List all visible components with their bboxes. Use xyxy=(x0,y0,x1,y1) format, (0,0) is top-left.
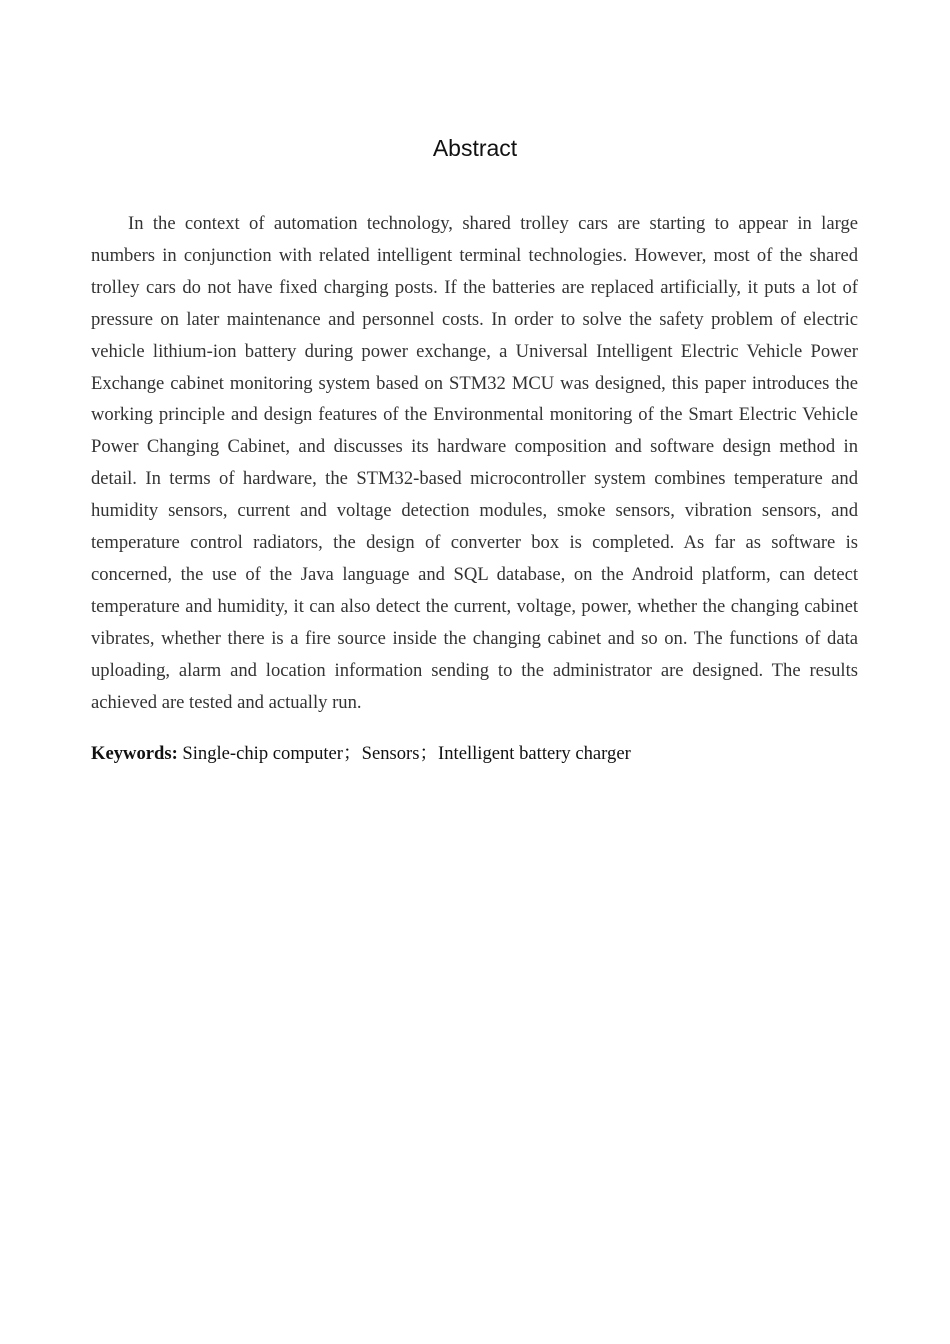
abstract-paragraph: In the context of automation technology, shared trolley cars are starting to appear in large numbers in conjunction with related intelligent terminal technologies. However, most of the shared trolley cars do not have fixed charging posts. If the batteries are replaced artificially, it puts a lot of pressure on later maintenance and personnel costs. In order to solve the safety problem of electric vehicle lithium-ion battery during power exchange, a Universal Intelligent Electric Vehicle Power Exchange cabinet monitoring system based on STM32 MCU was designed, this paper introduces the working principle and design features of the Environmental monitoring of the Smart Electric Vehicle Power Changing Cabinet, and discusses its hardware composition and software design method in detail. In terms of hardware, the STM32-based microcontroller system combines temperature and humidity sensors, current and voltage detection modules, smoke sensors, vibration sensors, and temperature control radiators, the design of converter box is completed. As far as software is concerned, the use of the Java language and SQL database, on the Android platform, can detect temperature and humidity, it can also detect the current, voltage, power, whether the changing cabinet vibrates, whether there is a fire source inside the changing cabinet and so on. The functions of data uploading, alarm and location information sending to the administrator are designed. The results achieved are tested and actually run. xyxy=(91,213,858,713)
abstract-heading: Abstract xyxy=(432,135,518,161)
keywords-label: Keywords: xyxy=(91,743,178,764)
keywords-list: Single-chip computer；Sensors；Intelligent battery charger xyxy=(177,743,631,764)
keywords-line xyxy=(91,738,858,769)
